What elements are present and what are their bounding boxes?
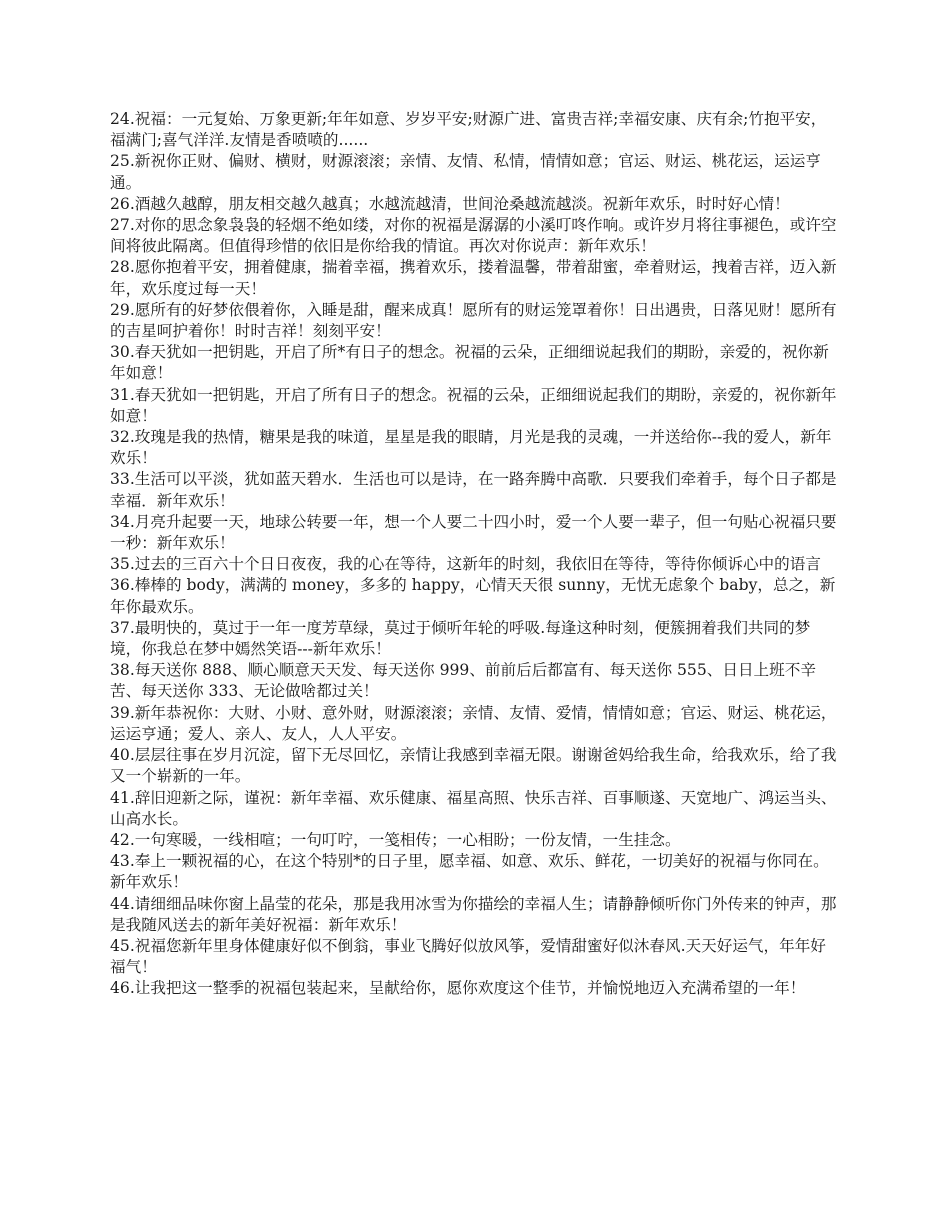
paragraph-25: 25.新祝你正财、偏财、横财，财源滚滚；亲情、友情、私情，情情如意；官运、财运、桃花运，运运亨通。 [110, 152, 821, 192]
paragraph-40: 40.层层往事在岁月沉淀，留下无尽回忆，亲情让我感到幸福无限。谢谢爸妈给我生命，给我欢乐，给了我又一个崭新的一年。 [110, 746, 837, 786]
paragraph-24: 24.祝福：一元复始、万象更新;年年如意、岁岁平安;财源广进、富贵吉祥;幸福安康、庆有余;竹抱平安，福满门;喜气洋洋.友情是香喷喷的...... [110, 110, 827, 150]
paragraph-29: 29.愿所有的好梦依偎着你，入睡是甜，醒来成真！愿所有的财运笼罩着你！日出遇贵，日落见财！愿所有的吉星呵护着你！时时吉祥！刻刻平安！ [110, 300, 837, 341]
paragraph-37: 37.最明快的，莫过于一年一度芳草绿，莫过于倾听年轮的呼吸.每逢这种时刻，便簇拥着我们共同的梦境，你我总在梦中嫣然笑语---新年欢乐！ [110, 618, 811, 659]
paragraph-28: 28.愿你抱着平安，拥着健康，揣着幸福，携着欢乐，搂着温馨，带着甜蜜，牵着财运，拽着吉祥，迈入新年，欢乐度过每一天！ [110, 258, 837, 298]
paragraph-31: 31.春天犹如一把钥匙，开启了所有日子的想念。祝福的云朵，正细细说起我们的期盼，亲爱的，祝你新年如意！ [110, 385, 837, 425]
paragraph-27: 27.对你的思念象袅袅的轻烟不绝如缕，对你的祝福是潺潺的小溪叮咚作响。或许岁月将往事褪色，或许空间将彼此隔离。但值得珍惜的依旧是你给我的情谊。再次对你说声：新年欢乐！ [110, 216, 837, 256]
paragraph-41: 41.辞旧迎新之际，谨祝：新年幸福、欢乐健康、福星高照、快乐吉祥、百事顺遂、天宽地广、鸿运当头、山高水长。 [110, 788, 837, 828]
paragraph-44: 44.请细细品味你窗上晶莹的花朵，那是我用冰雪为你描绘的幸福人生；请静静倾听你门外传来的钟声，那是我随风送去的新年美好祝福：新年欢乐！ [110, 894, 837, 934]
paragraph-38: 38.每天送你 888、顺心顺意天天发、每天送你 999、前前后后都富有、每天送你 555、日日上班不辛苦、每天送你 333、无论做啥都过关！ [110, 661, 816, 701]
paragraph-34: 34.月亮升起要一天，地球公转要一年，想一个人要二十四小时，爱一个人要一辈子，但一句贴心祝福只要一秒：新年欢乐！ [110, 512, 837, 553]
paragraph-46: 46.让我把这一整季的祝福包装起来，呈献给你，愿你欢度这个佳节，并愉悦地迈入充满希望的一年！ [110, 979, 806, 998]
paragraph-35: 35.过去的三百六十个日日夜夜，我的心在等待，这新年的时刻，我依旧在等待，等待你倾诉心中的语言 [110, 555, 821, 574]
paragraph-39: 39.新年恭祝你：大财、小财、意外财，财源滚滚；亲情、友情、爱情，情情如意；官运、财运、桃花运，运运亨通；爱人、亲人、友人，人人平安。 [110, 703, 837, 743]
paragraph-42: 42.一句寒暖，一线相喧；一句叮咛，一笺相传；一心相盼；一份友情，一生挂念。 [110, 830, 681, 849]
paragraph-33: 33.生活可以平淡，犹如蓝天碧水．生活也可以是诗，在一路奔腾中高歌．只要我们牵着手，每个日子都是幸福．新年欢乐！ [110, 470, 837, 510]
paragraph-43: 43.奉上一颗祝福的心，在这个特别*的日子里，愿幸福、如意、欢乐、鲜花，一切美好的祝福与你同在。新年欢乐！ [110, 852, 829, 892]
paragraph-30: 30.春天犹如一把钥匙，开启了所*有日子的想念。祝福的云朵，正细细说起我们的期盼，亲爱的，祝你新年如意！ [110, 343, 829, 383]
paragraph-45: 45.祝福您新年里身体健康好似不倒翁，事业飞腾好似放风筝，爱情甜蜜好似沐春风.天天好运气，年年好福气！ [110, 936, 826, 977]
paragraph-36: 36.棒棒的 body，满满的 money，多多的 happy，心情天天很 sunny，无忧无虑象个 baby，总之，新年你最欢乐。 [110, 576, 836, 616]
paragraph-32: 32.玫瑰是我的热情，糖果是我的味道，星星是我的眼睛，月光是我的灵魂，一并送给你--我的爱人，新年欢乐！ [110, 428, 832, 468]
paragraph-26: 26.酒越久越醇，朋友相交越久越真；水越流越清，世间沧桑越流越淡。祝新年欢乐，时时好心情！ [110, 194, 790, 213]
document-page [110, 109, 838, 1000]
